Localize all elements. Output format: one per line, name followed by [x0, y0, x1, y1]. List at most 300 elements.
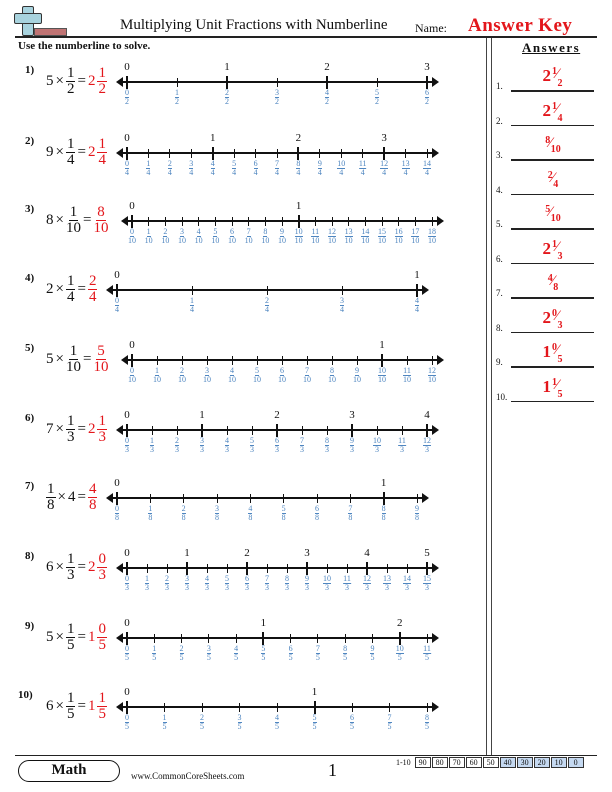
whole-label: 5	[424, 547, 430, 559]
tick-mark	[116, 492, 118, 505]
answer-number: 3.	[496, 150, 503, 160]
arrow-right-icon	[437, 355, 444, 365]
score-cell: 40	[500, 757, 516, 768]
tick-numerator: 4	[225, 436, 229, 445]
numerator: 1	[66, 136, 75, 152]
answer-fraction	[93, 205, 108, 236]
tick-label	[275, 714, 279, 731]
tick-denominator: 5	[261, 653, 266, 662]
tick-mark	[131, 354, 133, 367]
answer-numerator: 8	[545, 135, 551, 146]
tick-label	[316, 645, 320, 662]
tick-numerator: 5	[261, 644, 266, 653]
tick-mark	[345, 634, 346, 643]
tick-denominator: 4	[115, 305, 119, 314]
numerator: 1	[98, 65, 106, 81]
tick-mark	[315, 217, 316, 226]
tick-mark	[415, 217, 416, 226]
whole-label: 1	[414, 269, 420, 281]
tick-mark	[147, 564, 148, 573]
answer-denominator: 5	[557, 354, 563, 365]
score-cell: 20	[534, 757, 550, 768]
tick-numerator: 0	[125, 644, 129, 653]
factor-whole: 6	[46, 559, 54, 575]
score-cell: 0	[568, 757, 584, 768]
numerator: 1	[66, 273, 75, 289]
fraction-slash: ⁄	[555, 238, 559, 255]
tick-label	[185, 575, 189, 592]
tick-denominator: 8	[215, 513, 219, 522]
tick-numerator: 9	[370, 644, 375, 653]
tick-mark	[148, 149, 149, 158]
answer-line	[511, 90, 594, 92]
tick-numerator: 4	[230, 366, 234, 375]
tick-label	[318, 160, 322, 177]
tick-numerator: 8	[325, 436, 329, 445]
tick-mark	[427, 634, 428, 643]
answer-numerator: 1	[551, 100, 557, 112]
tick-label	[225, 437, 229, 454]
answer-denominator: 3	[557, 250, 563, 262]
tick-denominator: 10	[261, 236, 270, 245]
tick-label	[343, 575, 351, 592]
arrow-right-icon	[437, 216, 444, 226]
tick-denominator: 4	[275, 168, 279, 177]
answer-line	[511, 366, 594, 368]
answer-numerator: 5	[545, 204, 551, 215]
whole-label: 3	[304, 547, 310, 559]
tick-mark	[319, 149, 320, 158]
tick-mark	[426, 76, 428, 89]
tick-numerator: 14	[403, 574, 411, 583]
fraction-slash: ⁄	[549, 135, 552, 151]
tick-mark	[215, 217, 216, 226]
tick-mark	[181, 634, 182, 643]
tick-mark	[432, 356, 433, 365]
tick-numerator: 11	[403, 366, 411, 375]
tick-denominator: 3	[425, 583, 429, 592]
tick-mark	[372, 634, 373, 643]
tick-denominator: 8	[381, 513, 386, 522]
answer-numerator: 1	[551, 238, 557, 250]
answer-whole: 2	[87, 144, 96, 160]
tick-numerator: 6	[425, 88, 429, 97]
tick-mark	[342, 286, 343, 295]
tick-numerator: 10	[395, 644, 404, 653]
tick-denominator: 3	[399, 445, 404, 454]
numerator: 1	[66, 690, 75, 706]
fraction-slash: ⁄	[555, 376, 559, 393]
tick-numerator: 6	[315, 504, 319, 513]
tick-denominator: 4	[253, 168, 258, 177]
tick-mark	[192, 286, 193, 295]
equation	[46, 66, 107, 97]
tick-numerator: 12	[328, 227, 336, 236]
tick-label	[261, 228, 269, 245]
answer-number: 5.	[496, 219, 503, 229]
arrow-left-icon	[116, 633, 123, 643]
tick-mark	[332, 217, 333, 226]
whole-label: 0	[124, 547, 130, 559]
answer-fraction	[97, 622, 107, 653]
denominator: 4	[88, 289, 97, 305]
tick-denominator: 4	[190, 305, 194, 314]
answer-numerator: 2	[547, 169, 553, 181]
tick-numerator: 6	[350, 713, 354, 722]
tick-mark	[227, 564, 228, 573]
tick-denominator: 10	[411, 236, 420, 245]
tick-label	[425, 89, 429, 106]
page-number: 1	[328, 760, 337, 780]
arrow-left-icon	[106, 493, 113, 503]
tick-denominator: 8	[348, 513, 353, 522]
tick-label	[363, 575, 371, 592]
tick-denominator: 5	[315, 653, 320, 662]
tick-mark	[383, 492, 385, 505]
answers-title: Answers	[522, 40, 581, 55]
name-label: Name:	[415, 21, 447, 35]
equals-sign: =	[77, 629, 86, 645]
tick-denominator: 4	[340, 305, 344, 314]
tick-label	[178, 228, 186, 245]
score-cell: 90	[415, 757, 431, 768]
tick-numerator: 11	[343, 574, 351, 583]
denominator: 3	[66, 429, 75, 445]
tick-mark	[276, 424, 278, 437]
tick-numerator: 1	[146, 227, 151, 236]
tick-denominator: 10	[194, 236, 203, 245]
answer-number: 2.	[496, 115, 503, 126]
tick-denominator: 5	[234, 653, 239, 662]
fraction-slash: ⁄	[551, 169, 555, 186]
tick-denominator: 4	[415, 305, 419, 314]
tick-label	[382, 505, 386, 522]
numerator: 1	[47, 481, 55, 497]
arrow-left-icon	[121, 355, 128, 365]
tick-numerator: 4	[248, 504, 253, 513]
whole-label: 1	[260, 617, 267, 629]
denominator: 2	[66, 81, 75, 97]
tick-mark	[352, 703, 353, 712]
factor-whole: 5	[46, 73, 54, 89]
tick-mark	[366, 562, 368, 575]
tick-label	[245, 228, 253, 245]
answer-value	[511, 342, 594, 365]
tick-label	[325, 437, 329, 454]
tick-numerator: 1	[152, 644, 157, 653]
tick-denominator: 2	[175, 97, 179, 106]
tick-denominator: 3	[150, 445, 154, 454]
factor-fraction	[66, 622, 76, 653]
tick-label	[313, 714, 317, 731]
equation	[46, 414, 107, 445]
tick-mark	[399, 632, 401, 645]
tick-denominator: 5	[125, 722, 129, 731]
answer-whole: 2	[542, 66, 551, 85]
tick-denominator: 10	[428, 236, 436, 245]
tick-numerator: 4	[325, 88, 329, 97]
tick-label	[398, 437, 406, 454]
tick-denominator: 10	[344, 236, 353, 245]
arrow-right-icon	[422, 285, 429, 295]
tick-mark	[402, 426, 403, 435]
tick-denominator: 4	[167, 168, 172, 177]
tick-mark	[255, 149, 256, 158]
tick-label	[305, 575, 309, 592]
problem-number: 4)	[25, 272, 35, 284]
tick-label	[337, 160, 345, 177]
answer-key-label: Answer Key	[468, 15, 573, 36]
answer-number: 9.	[496, 357, 503, 367]
tick-denominator: 3	[305, 583, 309, 592]
tick-label	[296, 160, 300, 177]
tick-numerator: 5	[250, 436, 254, 445]
tick-denominator: 8	[115, 513, 119, 522]
answer-whole: 2	[87, 559, 96, 575]
tick-numerator: 10	[373, 436, 381, 445]
tick-denominator: 10	[278, 236, 286, 245]
numerator: 1	[69, 204, 78, 220]
tick-denominator: 3	[300, 445, 304, 454]
whole-label: 3	[381, 132, 387, 144]
times-sign: ×	[55, 698, 64, 714]
tick-numerator: 1	[175, 88, 179, 97]
arrow-right-icon	[422, 493, 429, 503]
subject-badge: Math	[18, 760, 120, 782]
tick-denominator: 10	[403, 375, 411, 384]
tick-denominator: 10	[128, 375, 136, 384]
tick-denominator: 3	[225, 583, 229, 592]
tick-denominator: 5	[350, 722, 354, 731]
answer-line	[511, 401, 594, 403]
tick-label	[175, 89, 179, 106]
tick-denominator: 10	[353, 375, 361, 384]
tick-mark	[116, 284, 118, 297]
whole-label: 2	[295, 132, 302, 144]
tick-label	[253, 367, 261, 384]
problem-number: 2)	[25, 135, 35, 147]
factor-whole: 2	[46, 281, 54, 297]
tick-numerator: 6	[288, 644, 293, 653]
tick-denominator: 5	[237, 722, 242, 731]
tick-numerator: 16	[394, 227, 403, 236]
tick-label	[353, 367, 361, 384]
tick-label	[232, 160, 236, 177]
answer-value	[511, 66, 594, 89]
problem-number: 6)	[25, 412, 35, 424]
factor-fraction	[66, 205, 81, 236]
tick-denominator: 10	[278, 375, 286, 384]
tick-mark	[177, 78, 178, 87]
whole-label: 2	[324, 61, 330, 73]
tick-numerator: 11	[423, 644, 431, 653]
numerator: 5	[97, 343, 105, 359]
tick-mark	[398, 217, 399, 226]
tick-denominator: 3	[225, 445, 229, 454]
answer-whole: 2	[87, 73, 96, 89]
tick-numerator: 1	[148, 504, 153, 513]
equals-sign: =	[77, 281, 86, 297]
tick-mark	[182, 356, 183, 365]
tick-mark	[327, 564, 328, 573]
tick-denominator: 3	[165, 583, 169, 592]
tick-numerator: 2	[265, 296, 269, 305]
tick-label	[328, 367, 336, 384]
factor-whole: 9	[46, 144, 54, 160]
tick-mark	[282, 356, 283, 365]
tick-mark	[381, 354, 383, 367]
equals-sign: =	[82, 212, 92, 228]
tick-numerator: 9	[350, 436, 354, 445]
tick-label	[415, 297, 419, 314]
tick-mark	[265, 217, 266, 226]
tick-mark	[154, 634, 155, 643]
answer-column-divider	[486, 38, 492, 756]
tick-denominator: 10	[228, 375, 236, 384]
tick-label	[125, 160, 129, 177]
tick-mark	[407, 564, 408, 573]
tick-label	[375, 89, 379, 106]
tick-label	[254, 160, 258, 177]
equals-sign: =	[77, 698, 86, 714]
tick-label	[350, 714, 354, 731]
tick-numerator: 10	[378, 366, 386, 375]
tick-numerator: 1	[162, 713, 167, 722]
tick-mark	[277, 703, 278, 712]
tick-denominator: 10	[203, 375, 211, 384]
tick-denominator: 5	[424, 653, 429, 662]
tick-label	[361, 228, 369, 245]
tick-label	[128, 367, 136, 384]
tick-mark	[351, 424, 353, 437]
answer-whole: 2	[542, 307, 551, 327]
tick-mark	[182, 217, 183, 226]
tick-mark	[405, 149, 406, 158]
equation	[46, 137, 107, 168]
tick-denominator: 10	[161, 236, 170, 245]
tick-denominator: 3	[265, 583, 269, 592]
tick-denominator: 5	[125, 653, 129, 662]
answer-numerator: 0	[551, 307, 557, 319]
tick-label	[190, 297, 194, 314]
answer-number: 1.	[496, 81, 503, 91]
tick-mark	[150, 494, 151, 503]
tick-denominator: 4	[125, 168, 129, 177]
tick-numerator: 5	[375, 88, 379, 97]
tick-numerator: 4	[210, 159, 215, 168]
tick-numerator: 0	[125, 574, 129, 583]
tick-label	[359, 160, 367, 177]
whole-label: 3	[349, 409, 355, 421]
tick-label	[153, 367, 161, 384]
tick-label	[248, 505, 252, 522]
tick-numerator: 2	[167, 159, 172, 168]
answer-numerator: 4	[547, 273, 553, 284]
fraction-slash: ⁄	[555, 66, 559, 82]
tick-denominator: 4	[189, 168, 194, 177]
tick-numerator: 10	[337, 159, 346, 168]
tick-denominator: 10	[178, 236, 186, 245]
tick-mark	[177, 426, 178, 435]
tick-numerator: 9	[317, 159, 322, 168]
tick-label	[215, 505, 219, 522]
tick-numerator: 15	[378, 227, 386, 236]
tick-label	[402, 160, 410, 177]
tick-label	[285, 575, 289, 592]
tick-numerator: 7	[300, 436, 304, 445]
tick-label	[203, 367, 211, 384]
tick-denominator: 8	[148, 513, 153, 522]
denominator: 10	[93, 220, 109, 236]
tick-numerator: 0	[115, 296, 119, 305]
tick-denominator: 3	[205, 583, 209, 592]
arrow-left-icon	[116, 563, 123, 573]
denominator: 3	[66, 567, 75, 583]
tick-denominator: 10	[294, 236, 303, 245]
whole-label: 3	[424, 61, 430, 73]
equals-sign: =	[77, 421, 86, 437]
tick-mark	[277, 149, 278, 158]
tick-mark	[389, 703, 390, 712]
tick-label	[115, 505, 119, 522]
whole-label: 0	[124, 617, 130, 629]
denominator: 4	[98, 152, 106, 168]
problem-number: 3)	[25, 203, 35, 215]
factor-fraction	[66, 691, 76, 722]
tick-mark	[232, 356, 233, 365]
equation	[46, 622, 107, 653]
tick-mark	[432, 217, 433, 226]
tick-numerator: 1	[145, 574, 149, 583]
tick-mark	[252, 426, 253, 435]
tick-label	[207, 645, 211, 662]
tick-numerator: 0	[125, 713, 129, 722]
tick-numerator: 6	[280, 366, 284, 375]
tick-label	[180, 645, 184, 662]
answer-fraction	[97, 414, 107, 445]
tick-label	[115, 297, 119, 314]
whole-label: 1	[380, 477, 387, 489]
answer-line	[511, 228, 594, 230]
answer-whole: 2	[87, 421, 96, 437]
tick-label	[295, 228, 303, 245]
tick-mark	[157, 356, 158, 365]
tick-denominator: 10	[303, 375, 311, 384]
tick-numerator: 11	[311, 227, 320, 236]
denominator: 5	[66, 706, 75, 722]
answer-line	[511, 159, 594, 161]
answer-line	[511, 125, 594, 127]
equation	[46, 344, 108, 375]
tick-label	[370, 645, 374, 662]
whole-label: 0	[124, 686, 130, 698]
tick-label	[152, 645, 156, 662]
tick-denominator: 3	[425, 445, 429, 454]
factor-fraction	[66, 552, 76, 583]
tick-numerator: 12	[363, 574, 371, 583]
factor-fraction	[66, 414, 76, 445]
tick-label	[205, 575, 209, 592]
answer-denominator: 5	[557, 388, 563, 400]
equation	[46, 482, 97, 513]
whole-label: 0	[114, 477, 120, 489]
denominator: 4	[66, 289, 75, 305]
tick-denominator: 2	[375, 97, 379, 106]
numerator: 4	[88, 481, 97, 497]
tick-mark	[126, 76, 128, 89]
answer-whole: 1	[87, 698, 96, 714]
tick-mark	[348, 217, 349, 226]
